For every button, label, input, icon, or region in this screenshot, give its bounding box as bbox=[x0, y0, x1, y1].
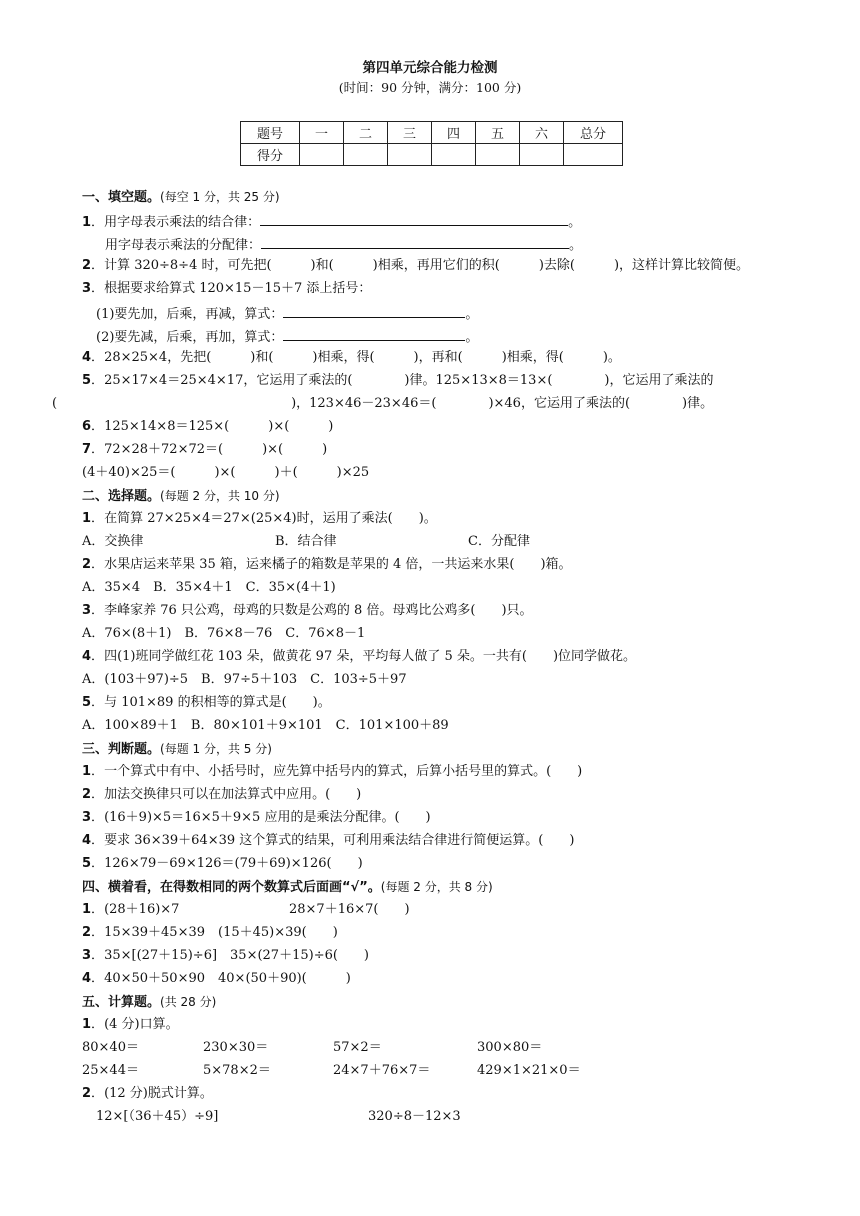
score-blank bbox=[388, 144, 432, 166]
score-blank bbox=[476, 144, 520, 166]
s1-q3-1: (1)要先加，后乘，再减，算式： 。 bbox=[96, 303, 478, 324]
s1-q2: 2．计算 320÷8÷4 时，可先把( )和( )相乘，再用它们的积( )去除( )，这样计算比较简便。 bbox=[82, 258, 750, 273]
s1-q4: 4．28×25×4，先把( )和( )相乘，得( )，再和( )相乘，得( )。 bbox=[82, 350, 621, 365]
oral-item: 429×1×21×0＝ bbox=[477, 1063, 581, 1078]
score-table bbox=[240, 121, 623, 166]
score-blank bbox=[432, 144, 476, 166]
page-title: 第四单元综合能力检测 bbox=[362, 60, 498, 76]
s2-q2: 2．水果店运来苹果 35 箱，运来橘子的箱数是苹果的 4 倍，一共运来水果( )箱。 bbox=[82, 557, 572, 572]
answer-line bbox=[283, 326, 465, 341]
s2-q5: 5．与 101×89 的积相等的算式是( )。 bbox=[82, 695, 331, 710]
score-cell: 六 bbox=[520, 122, 564, 144]
s1-q3-2: (2)要先减，后乘，再加，算式： 。 bbox=[96, 326, 478, 347]
section-2-heading: 二、选择题。(每题 2 分，共 10 分) bbox=[82, 489, 280, 504]
s4-q4: 4．40×50＋50×90 40×(50＋90)( ) bbox=[82, 971, 351, 986]
s2-q1-option-b: B．结合律 bbox=[275, 534, 337, 549]
oral-item: 300×80＝ bbox=[477, 1040, 543, 1055]
s1-q3: 3．根据要求给算式 120×15－15＋7 添上括号： bbox=[82, 281, 372, 296]
s2-q1-option-a: A．交换律 bbox=[82, 534, 144, 549]
s1-q7-a: 7．72×28＋72×72＝( )×( ) bbox=[82, 442, 328, 457]
oral-item: 5×78×2＝ bbox=[203, 1063, 271, 1078]
page-subtitle: (时间：90 分钟，满分：100 分) bbox=[338, 80, 522, 95]
s5-q1: 1．(4 分)口算。 bbox=[82, 1017, 179, 1032]
s3-q4: 4．要求 36×39＋64×39 这个算式的结果，可利用乘法结合律进行简便运算。( ) bbox=[82, 833, 575, 848]
score-cell: 总分 bbox=[564, 122, 623, 144]
score-cell: 五 bbox=[476, 122, 520, 144]
s2-q1-option-c: C．分配律 bbox=[468, 534, 530, 549]
s4-q2: 2．15×39＋45×39 (15＋45)×39( ) bbox=[82, 925, 338, 940]
score-cell: 得分 bbox=[241, 144, 300, 166]
s1-q5-b: ( )，123×46－23×46＝( )×46，它运用了乘法的( )律。 bbox=[52, 396, 714, 411]
s3-q1: 1．一个算式中有中、小括号时，应先算中括号内的算式，后算小括号里的算式。( ) bbox=[82, 764, 583, 779]
answer-line bbox=[261, 234, 569, 249]
s1-q1-line-a: 1．用字母表示乘法的结合律： 。 bbox=[82, 211, 581, 232]
s1-q5-a: 5．25×17×4＝25×4×17，它运用了乘法的( )律。125×13×8＝13×( )，它运用了乘法的 bbox=[82, 373, 714, 388]
calc-item: 12×[（36＋45）÷9] bbox=[96, 1109, 219, 1124]
s3-q3: 3．(16＋9)×5＝16×5＋9×5 应用的是乘法分配律。( ) bbox=[82, 810, 431, 825]
s2-q4-options: A．(103＋97)÷5 B．97÷5＋103 C．103÷5＋97 bbox=[82, 672, 407, 687]
score-cell: 三 bbox=[388, 122, 432, 144]
s4-q3: 3．35×[(27＋15)÷6] 35×(27＋15)÷6( ) bbox=[82, 948, 370, 963]
score-blank bbox=[564, 144, 623, 166]
score-cell: 一 bbox=[300, 122, 344, 144]
s2-q1: 1．在简算 27×25×4＝27×(25×4)时，运用了乘法( )。 bbox=[82, 511, 437, 526]
score-cell: 四 bbox=[432, 122, 476, 144]
answer-line bbox=[260, 211, 568, 226]
oral-item: 230×30＝ bbox=[203, 1040, 269, 1055]
s2-q3-options: A．76×(8＋1) B．76×8－76 C．76×8－1 bbox=[82, 626, 366, 641]
oral-item: 80×40＝ bbox=[82, 1040, 139, 1055]
s2-q5-options: A．100×89＋1 B．80×101＋9×101 C．101×100＋89 bbox=[82, 718, 449, 733]
oral-item: 25×44＝ bbox=[82, 1063, 139, 1078]
s1-q6: 6．125×14×8＝125×( )×( ) bbox=[82, 419, 334, 434]
s3-q2: 2．加法交换律只可以在加法算式中应用。( ) bbox=[82, 787, 362, 802]
s1-q7-b: (4＋40)×25＝( )×( )＋( )×25 bbox=[82, 465, 370, 480]
section-3-heading: 三、判断题。(每题 1 分，共 5 分) bbox=[82, 742, 272, 757]
s4-q1-right: 28×7＋16×7( ) bbox=[289, 902, 410, 917]
s3-q5: 5．126×79－69×126＝(79＋69)×126( ) bbox=[82, 856, 363, 871]
score-blank bbox=[520, 144, 564, 166]
section-4-heading: 四、横着看，在得数相同的两个数算式后面画“√”。(每题 2 分，共 8 分) bbox=[82, 880, 493, 895]
s2-q2-options: A．35×4 B．35×4＋1 C．35×(4＋1) bbox=[82, 580, 336, 595]
calc-item: 320÷8－12×3 bbox=[368, 1109, 461, 1124]
score-cell: 二 bbox=[344, 122, 388, 144]
score-blank bbox=[300, 144, 344, 166]
s2-q3: 3．李峰家养 76 只公鸡，母鸡的只数是公鸡的 8 倍。母鸡比公鸡多( )只。 bbox=[82, 603, 533, 618]
section-5-heading: 五、计算题。(共 28 分) bbox=[82, 995, 217, 1010]
score-table-score-row bbox=[241, 144, 623, 166]
score-blank bbox=[344, 144, 388, 166]
s1-q1-line-b: 用字母表示乘法的分配律： 。 bbox=[105, 234, 582, 255]
answer-line bbox=[283, 303, 465, 318]
oral-item: 57×2＝ bbox=[333, 1040, 382, 1055]
score-table-header-row bbox=[241, 122, 623, 144]
s5-q2: 2．(12 分)脱式计算。 bbox=[82, 1086, 213, 1101]
s4-q1-left: 1．(28＋16)×7 bbox=[82, 902, 180, 917]
score-cell: 题号 bbox=[241, 122, 300, 144]
section-1-heading: 一、填空题。(每空 1 分，共 25 分) bbox=[82, 190, 280, 205]
oral-item: 24×7＋76×7＝ bbox=[333, 1063, 431, 1078]
s2-q4: 4．四(1)班同学做红花 103 朵，做黄花 97 朵，平均每人做了 5 朵。一共有( )位同学做花。 bbox=[82, 649, 637, 664]
